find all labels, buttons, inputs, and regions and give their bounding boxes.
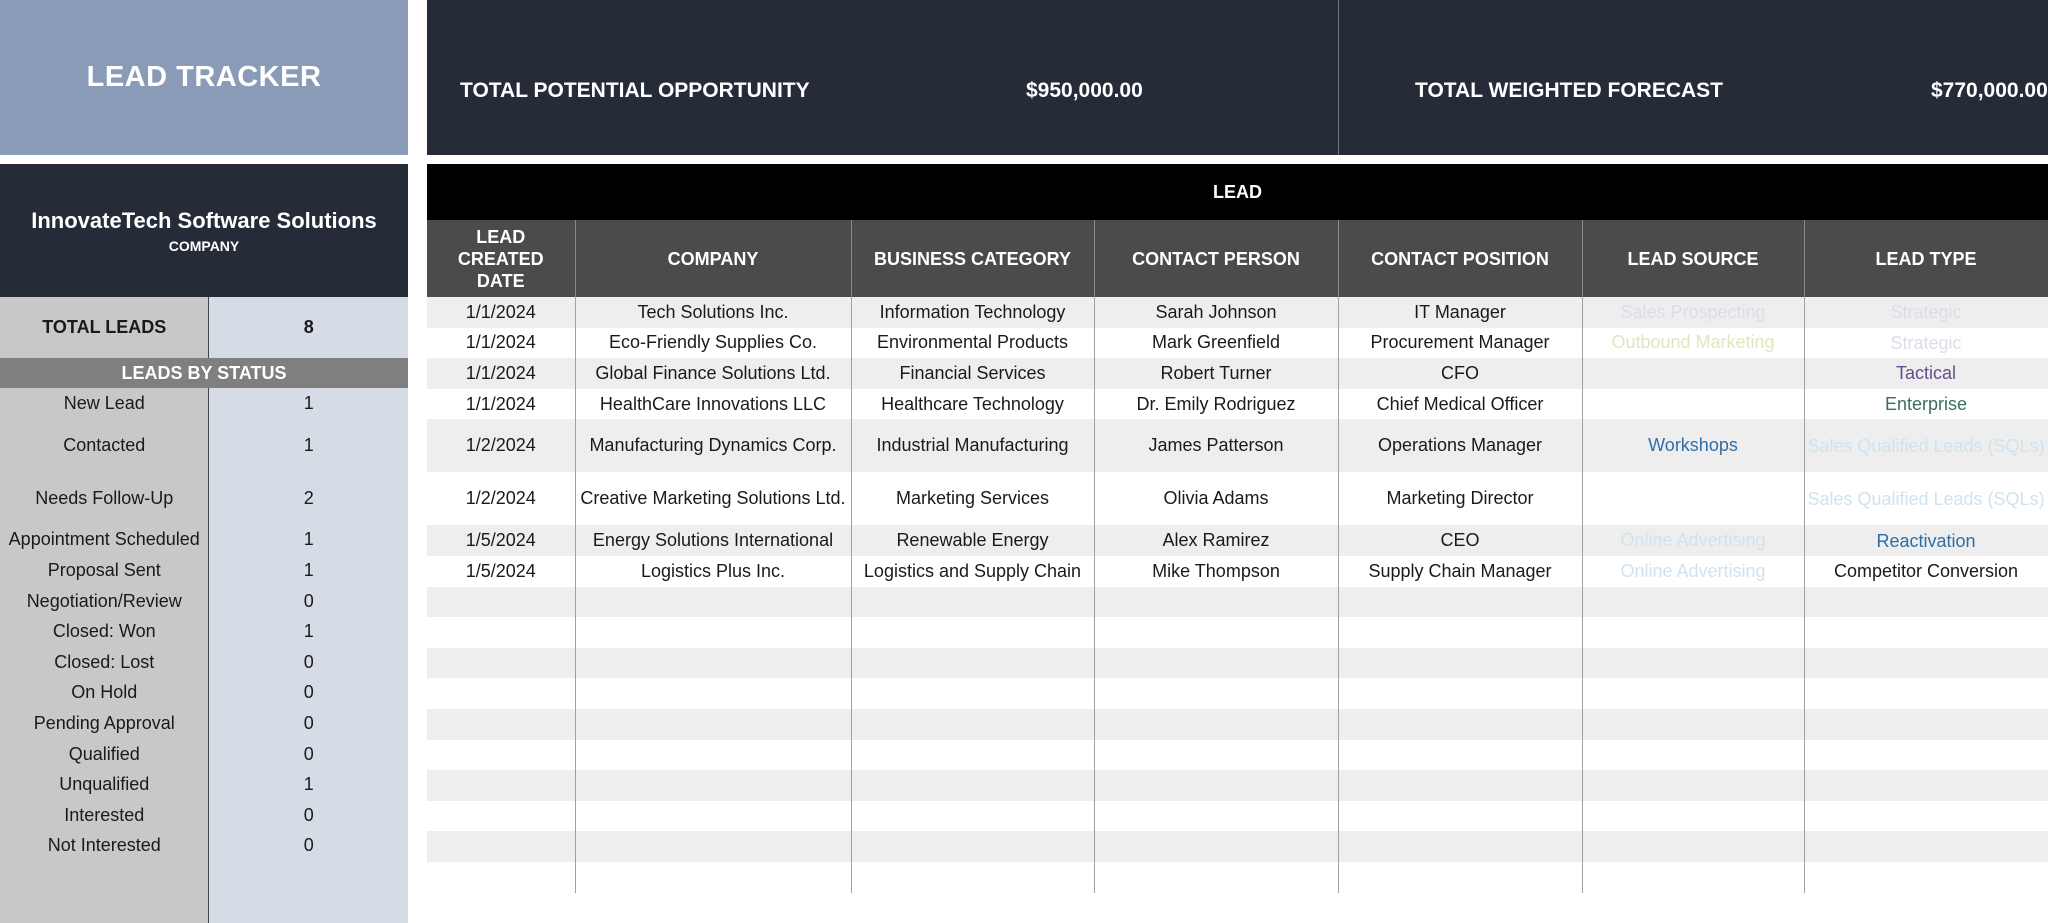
empty-cell[interactable]	[1804, 709, 2048, 740]
total-leads-label: TOTAL LEADS	[0, 297, 209, 358]
cell-person[interactable]: Alex Ramirez	[1094, 525, 1338, 556]
status-count: 0	[209, 678, 408, 709]
cell-date[interactable]: 1/1/2024	[427, 358, 575, 389]
empty-cell[interactable]	[851, 740, 1094, 771]
column-header[interactable]: CONTACT PERSON	[1094, 220, 1338, 297]
empty-cell[interactable]	[1804, 862, 2048, 893]
empty-cell[interactable]	[1094, 801, 1338, 832]
empty-cell[interactable]	[1094, 617, 1338, 648]
empty-cell[interactable]	[1804, 617, 2048, 648]
empty-cell[interactable]	[1582, 587, 1804, 618]
cell-source[interactable]	[1582, 472, 1804, 525]
cell-person[interactable]: Dr. Emily Rodriguez	[1094, 389, 1338, 420]
empty-table-row[interactable]	[427, 648, 2048, 679]
cell-date[interactable]: 1/2/2024	[427, 419, 575, 472]
cell-type[interactable]: Enterprise	[1804, 389, 2048, 420]
status-count: 1	[209, 555, 408, 586]
column-header[interactable]: BUSINESS CATEGORY	[851, 220, 1094, 297]
empty-cell[interactable]	[1582, 648, 1804, 679]
total-leads-row	[0, 297, 408, 358]
table-row[interactable]	[427, 556, 2048, 587]
status-label: Closed: Won	[0, 616, 209, 647]
cell-position[interactable]: IT Manager	[1338, 297, 1582, 328]
leads-by-status-header: LEADS BY STATUS	[0, 358, 408, 388]
status-count: 1	[209, 616, 408, 647]
empty-table-row[interactable]	[427, 801, 2048, 832]
status-label: On Hold	[0, 678, 209, 709]
status-row	[0, 586, 408, 617]
status-count: 1	[209, 388, 408, 419]
cell-company[interactable]: Tech Solutions Inc.	[575, 297, 851, 328]
cell-date[interactable]: 1/5/2024	[427, 525, 575, 556]
cell-date[interactable]: 1/1/2024	[427, 328, 575, 359]
empty-cell[interactable]	[1094, 587, 1338, 618]
total-potential-label: TOTAL POTENTIAL OPPORTUNITY	[460, 79, 810, 102]
company-label: COMPANY	[168, 237, 240, 254]
column-header[interactable]: LEAD TYPE	[1804, 220, 2048, 297]
empty-cell[interactable]	[1804, 831, 2048, 862]
stats-filler	[0, 861, 408, 923]
cell-company[interactable]: Logistics Plus Inc.	[575, 556, 851, 587]
table-row[interactable]	[427, 358, 2048, 389]
cell-category[interactable]: Financial Services	[851, 358, 1094, 389]
status-count: 1	[209, 769, 408, 800]
empty-cell[interactable]	[1582, 862, 1804, 893]
empty-cell[interactable]	[427, 617, 575, 648]
empty-cell[interactable]	[1338, 709, 1582, 740]
status-label: Proposal Sent	[0, 555, 209, 586]
cell-type[interactable]: Sales Qualified Leads (SQLs)	[1804, 472, 2048, 525]
status-row	[0, 616, 408, 647]
table-row[interactable]	[427, 389, 2048, 420]
empty-table-row[interactable]	[427, 862, 2048, 893]
status-label: Pending Approval	[0, 708, 209, 739]
empty-cell[interactable]	[1338, 740, 1582, 771]
cell-company[interactable]: Energy Solutions International	[575, 525, 851, 556]
company-name: InnovateTech Software Solutions	[31, 207, 377, 233]
cell-position[interactable]: Procurement Manager	[1338, 328, 1582, 359]
total-potential-value: $950,000.00	[1026, 79, 1143, 102]
empty-cell[interactable]	[1338, 770, 1582, 801]
empty-cell[interactable]	[427, 678, 575, 709]
cell-date[interactable]: 1/1/2024	[427, 297, 575, 328]
summary-divider	[1338, 0, 1339, 155]
table-row[interactable]	[427, 472, 2048, 525]
status-row	[0, 678, 408, 709]
empty-cell[interactable]	[851, 678, 1094, 709]
status-count: 1	[209, 419, 408, 472]
cell-category[interactable]: Healthcare Technology	[851, 389, 1094, 420]
empty-cell[interactable]	[1338, 648, 1582, 679]
empty-cell[interactable]	[575, 770, 851, 801]
empty-cell[interactable]	[427, 770, 575, 801]
empty-table-row[interactable]	[427, 740, 2048, 771]
status-count: 0	[209, 708, 408, 739]
status-count: 0	[209, 800, 408, 831]
empty-cell[interactable]	[575, 709, 851, 740]
cell-position[interactable]: Operations Manager	[1338, 419, 1582, 472]
status-label: New Lead	[0, 388, 209, 419]
status-row	[0, 739, 408, 770]
cell-position[interactable]: CEO	[1338, 525, 1582, 556]
cell-type[interactable]: Tactical	[1804, 358, 2048, 389]
total-leads-value: 8	[209, 297, 408, 358]
cell-position[interactable]: CFO	[1338, 358, 1582, 389]
cell-category[interactable]: Marketing Services	[851, 472, 1094, 525]
cell-category[interactable]: Environmental Products	[851, 328, 1094, 359]
cell-source[interactable]: Sales Prospecting	[1582, 297, 1804, 328]
column-header[interactable]: LEAD SOURCE	[1582, 220, 1804, 297]
empty-cell[interactable]	[427, 862, 575, 893]
empty-cell[interactable]	[1094, 709, 1338, 740]
column-header[interactable]: LEAD CREATED DATE	[427, 220, 575, 297]
status-row	[0, 831, 408, 862]
cell-source[interactable]: Online Advertising	[1582, 525, 1804, 556]
cell-position[interactable]: Chief Medical Officer	[1338, 389, 1582, 420]
cell-person[interactable]: Olivia Adams	[1094, 472, 1338, 525]
total-forecast-label: TOTAL WEIGHTED FORECAST	[1415, 79, 1723, 102]
status-count: 0	[209, 586, 408, 617]
cell-company[interactable]: HealthCare Innovations LLC	[575, 389, 851, 420]
cell-category[interactable]: Industrial Manufacturing	[851, 419, 1094, 472]
empty-cell[interactable]	[427, 740, 575, 771]
lead-tracker-title-block	[0, 0, 408, 155]
cell-company[interactable]: Creative Marketing Solutions Ltd.	[575, 472, 851, 525]
table-body	[427, 297, 2048, 893]
empty-cell[interactable]	[1338, 831, 1582, 862]
status-count: 0	[209, 739, 408, 770]
empty-cell[interactable]	[851, 831, 1094, 862]
empty-cell[interactable]	[1804, 587, 2048, 618]
table-row[interactable]	[427, 297, 2048, 328]
empty-cell[interactable]	[851, 648, 1094, 679]
cell-date[interactable]: 1/2/2024	[427, 472, 575, 525]
status-label: Unqualified	[0, 769, 209, 800]
empty-cell[interactable]	[575, 648, 851, 679]
table-header-row	[427, 220, 2048, 297]
empty-cell[interactable]	[575, 587, 851, 618]
status-count: 0	[209, 647, 408, 678]
empty-cell[interactable]	[1582, 740, 1804, 771]
empty-cell[interactable]	[575, 678, 851, 709]
cell-source[interactable]	[1582, 389, 1804, 420]
column-header[interactable]: CONTACT POSITION	[1338, 220, 1582, 297]
empty-cell[interactable]	[1338, 862, 1582, 893]
company-block	[0, 164, 408, 297]
cell-company[interactable]: Manufacturing Dynamics Corp.	[575, 419, 851, 472]
empty-table-row[interactable]	[427, 709, 2048, 740]
empty-cell[interactable]	[1582, 678, 1804, 709]
status-row	[0, 419, 408, 472]
cell-type[interactable]: Reactivation	[1804, 525, 2048, 556]
empty-cell[interactable]	[1582, 709, 1804, 740]
status-label: Negotiation/Review	[0, 586, 209, 617]
empty-cell[interactable]	[851, 801, 1094, 832]
status-count: 1	[209, 525, 408, 556]
empty-table-row[interactable]	[427, 617, 2048, 648]
empty-table-row[interactable]	[427, 770, 2048, 801]
empty-cell[interactable]	[1804, 740, 2048, 771]
cell-person[interactable]: Mike Thompson	[1094, 556, 1338, 587]
cell-person[interactable]: Sarah Johnson	[1094, 297, 1338, 328]
empty-cell[interactable]	[1804, 648, 2048, 679]
empty-cell[interactable]	[851, 617, 1094, 648]
cell-person[interactable]: James Patterson	[1094, 419, 1338, 472]
empty-cell[interactable]	[1804, 678, 2048, 709]
empty-cell[interactable]	[1094, 740, 1338, 771]
cell-type[interactable]: Strategic	[1804, 297, 2048, 328]
empty-cell[interactable]	[575, 801, 851, 832]
status-row	[0, 647, 408, 678]
page-title: LEAD TRACKER	[86, 61, 322, 93]
column-header[interactable]: COMPANY	[575, 220, 851, 297]
empty-cell[interactable]	[1804, 801, 2048, 832]
cell-category[interactable]: Information Technology	[851, 297, 1094, 328]
status-label: Needs Follow-Up	[0, 472, 209, 525]
empty-cell[interactable]	[1338, 617, 1582, 648]
total-forecast-value: $770,000.00	[1931, 79, 2048, 102]
empty-cell[interactable]	[427, 709, 575, 740]
empty-cell[interactable]	[1338, 801, 1582, 832]
empty-cell[interactable]	[427, 587, 575, 618]
table-row[interactable]	[427, 328, 2048, 359]
cell-category[interactable]: Logistics and Supply Chain	[851, 556, 1094, 587]
lead-stats-panel	[0, 297, 408, 923]
cell-person[interactable]: Robert Turner	[1094, 358, 1338, 389]
status-row	[0, 472, 408, 525]
status-label: Appointment Scheduled	[0, 525, 209, 556]
status-row	[0, 388, 408, 419]
cell-date[interactable]: 1/5/2024	[427, 556, 575, 587]
empty-table-row[interactable]	[427, 831, 2048, 862]
cell-position[interactable]: Marketing Director	[1338, 472, 1582, 525]
cell-company[interactable]: Eco-Friendly Supplies Co.	[575, 328, 851, 359]
table-row[interactable]	[427, 525, 2048, 556]
status-row	[0, 555, 408, 586]
empty-cell[interactable]	[427, 648, 575, 679]
cell-type[interactable]: Sales Qualified Leads (SQLs)	[1804, 419, 2048, 472]
status-row	[0, 708, 408, 739]
cell-date[interactable]: 1/1/2024	[427, 389, 575, 420]
empty-cell[interactable]	[1582, 617, 1804, 648]
empty-cell[interactable]	[1582, 801, 1804, 832]
cell-company[interactable]: Global Finance Solutions Ltd.	[575, 358, 851, 389]
status-label: Qualified	[0, 739, 209, 770]
empty-cell[interactable]	[1094, 831, 1338, 862]
empty-cell[interactable]	[851, 770, 1094, 801]
cell-source[interactable]	[1582, 358, 1804, 389]
empty-cell[interactable]	[1094, 648, 1338, 679]
empty-cell[interactable]	[1804, 770, 2048, 801]
empty-cell[interactable]	[1338, 678, 1582, 709]
empty-table-row[interactable]	[427, 587, 2048, 618]
empty-cell[interactable]	[1582, 831, 1804, 862]
empty-cell[interactable]	[1094, 862, 1338, 893]
cell-source[interactable]: Outbound Marketing	[1582, 328, 1804, 359]
status-label: Closed: Lost	[0, 647, 209, 678]
cell-person[interactable]: Mark Greenfield	[1094, 328, 1338, 359]
cell-type[interactable]: Strategic	[1804, 328, 2048, 359]
empty-cell[interactable]	[427, 831, 575, 862]
cell-source[interactable]: Online Advertising	[1582, 556, 1804, 587]
empty-cell[interactable]	[851, 709, 1094, 740]
empty-cell[interactable]	[851, 587, 1094, 618]
empty-cell[interactable]	[1582, 770, 1804, 801]
table-row[interactable]	[427, 419, 2048, 472]
empty-cell[interactable]	[575, 740, 851, 771]
empty-cell[interactable]	[1094, 678, 1338, 709]
empty-cell[interactable]	[1094, 770, 1338, 801]
empty-table-row[interactable]	[427, 678, 2048, 709]
status-label: Contacted	[0, 419, 209, 472]
cell-position[interactable]: Supply Chain Manager	[1338, 556, 1582, 587]
lead-group-header	[427, 164, 2048, 220]
empty-cell[interactable]	[851, 862, 1094, 893]
empty-cell[interactable]	[575, 617, 851, 648]
empty-cell[interactable]	[427, 801, 575, 832]
status-label: Not Interested	[0, 831, 209, 862]
status-row	[0, 769, 408, 800]
status-label: Interested	[0, 800, 209, 831]
cell-type[interactable]: Competitor Conversion	[1804, 556, 2048, 587]
empty-cell[interactable]	[575, 831, 851, 862]
status-row	[0, 525, 408, 556]
empty-cell[interactable]	[1338, 587, 1582, 618]
lead-table	[427, 220, 2048, 893]
empty-cell[interactable]	[575, 862, 851, 893]
cell-category[interactable]: Renewable Energy	[851, 525, 1094, 556]
cell-source[interactable]: Workshops	[1582, 419, 1804, 472]
status-count: 2	[209, 472, 408, 525]
lead-group-label: LEAD	[1213, 181, 1262, 202]
summary-banner	[427, 0, 2048, 155]
status-row	[0, 800, 408, 831]
status-count: 0	[209, 831, 408, 862]
status-list	[0, 388, 408, 861]
